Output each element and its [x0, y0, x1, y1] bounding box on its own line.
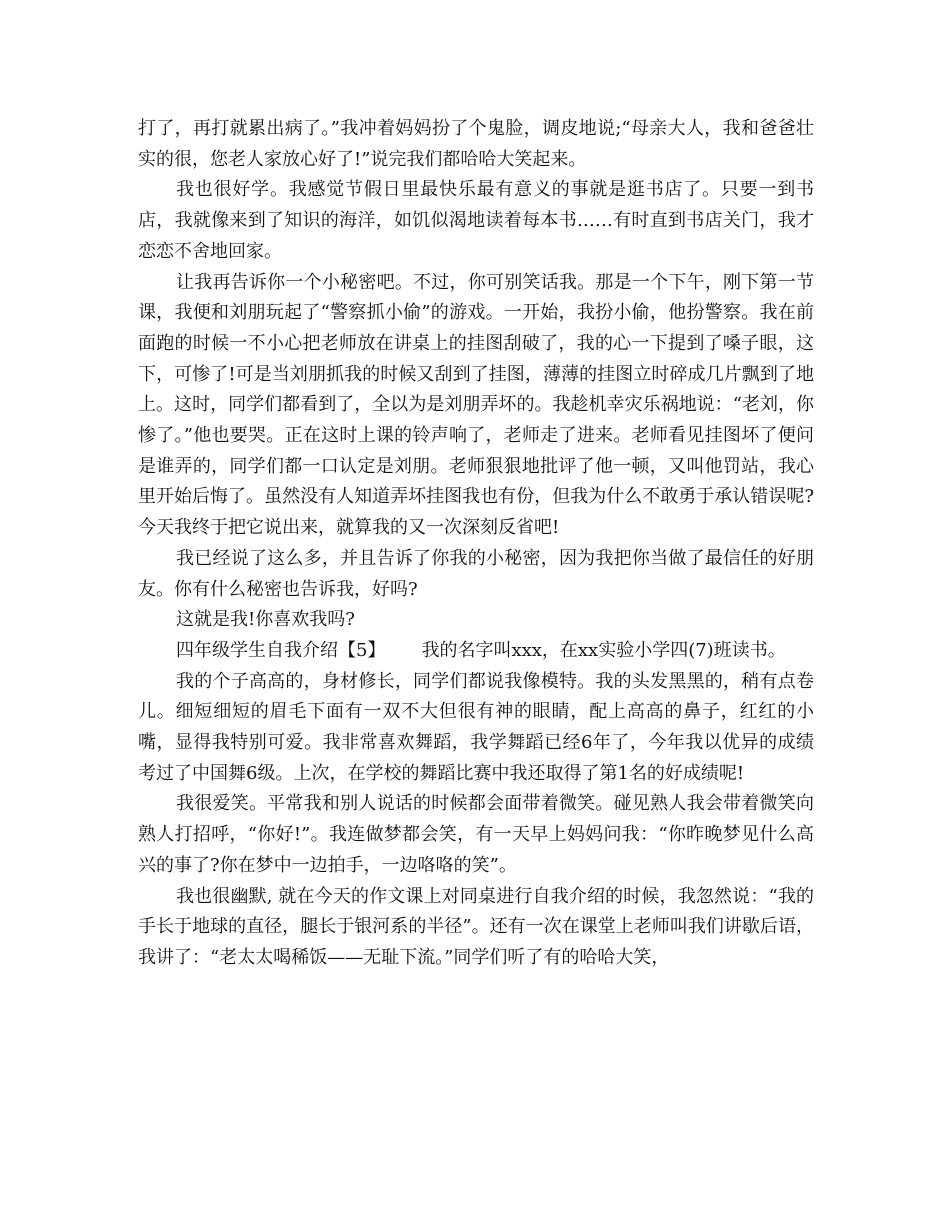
- paragraph-bookstore: 我也很好学。我感觉节假日里最快乐最有意义的事就是逛书店了。只要一到书店，我就像来到了知识的海洋，如饥似渴地读着每本书……有时直到书店关门，我才恋恋不舍地回家。: [138, 179, 814, 262]
- paragraph-secret: 让我再告诉你一个小秘密吧。不过，你可别笑话我。那是一个下午，刚下第一节课，我便和刘朋玩起了“警察抓小偷”的游戏。一开始，我扮小偷，他扮警察。我在前面跑的时候一不小心把老师放在讲桌上的挂图刮破了，我的心一下提到了嗓子眼，这下，可惨了!可是当刘朋抓我的时候又刮到了挂图，薄薄的挂图立时碎成几片飘到了地上。这时，同学们都看到了，全以为是刘朋弄坏的。我趁机幸灾乐祸地说：“老刘，你惨了。”他也要哭。正在这时上课的铃声响了，老师走了进来。老师看见挂图坏了便问是谁弄的，同学们都一口认定是刘朋。老师狠狠地批评了他一顿，又叫他罚站，我心里开始后悔了。虽然没有人知道弄坏挂图我也有份，但我为什么不敢勇于承认错误呢?今天我终于把它说出来，就算我的又一次深刻反省吧!: [138, 271, 814, 539]
- section-title: 四年级学生自我介绍【5】: [176, 639, 386, 661]
- paragraph-smile: 我很爱笑。平常我和别人说话的时候都会面带着微笑。碰见熟人我会带着微笑向熟人打招呼，“你好!”。我连做梦都会笑，有一天早上妈妈问我：“你昨晚梦见什么高兴的事了?你在梦中一边拍手，一边咯咯的笑”。: [138, 793, 814, 876]
- paragraph-friend: 我已经说了这么多，并且告诉了你我的小秘密，因为我把你当做了最信任的好朋友。你有什么秘密也告诉我，好吗?: [138, 547, 814, 600]
- section-intro: 我的名字叫xxx，在xx实验小学四(7)班读书。: [421, 639, 786, 661]
- document-body: [138, 114, 814, 974]
- paragraph-humor: 我也很幽默, 就在今天的作文课上对同桌进行自我介绍的时候，我忽然说：“我的手长于地球的直径，腿长于银河系的半径”。还有一次在课堂上老师叫我们讲歇后语，我讲了：“老太太喝稀饭——无耻下流。”同学们听了有的哈哈大笑，: [138, 885, 814, 968]
- paragraph-appearance: 我的个子高高的，身材修长，同学们都说我像模特。我的头发黑黑的，稍有点卷儿。细短细短的眉毛下面有一双不大但很有神的眼睛，配上高高的鼻子，红红的小嘴，显得我特别可爱。我非常喜欢舞蹈，我学舞蹈已经6年了，今年我以优异的成绩考过了中国舞6级。上次，在学校的舞蹈比赛中我还取得了第1名的好成绩呢!: [138, 670, 814, 784]
- paragraph-continued: 打了，再打就累出病了。”我冲着妈妈扮了个鬼脸，调皮地说;“母亲大人，我和爸爸壮实的很，您老人家放心好了!”说完我们都哈哈大笑起来。: [138, 118, 814, 170]
- section-heading-line: [138, 636, 814, 667]
- paragraph-closing: 这就是我!你喜欢我吗?: [176, 609, 355, 631]
